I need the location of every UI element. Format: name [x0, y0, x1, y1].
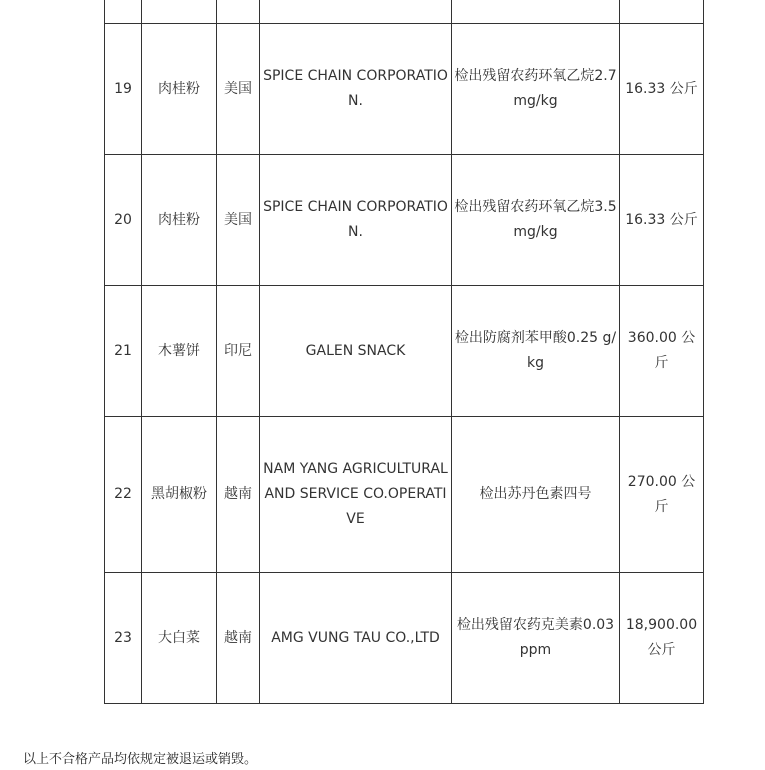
origin-country: 越南 — [217, 417, 260, 573]
product-name: 大白菜 — [142, 573, 217, 704]
weight: 18,900.00 公斤 — [620, 573, 704, 704]
row-number: 20 — [105, 155, 142, 286]
table-row — [105, 417, 704, 573]
product-name: 黑胡椒粉 — [142, 417, 217, 573]
origin-country: 印尼 — [217, 286, 260, 417]
product-name: 肉桂粉 — [142, 24, 217, 155]
row-number: 22 — [105, 417, 142, 573]
rejection-reason: 检出残留农药克美素0.03 ppm — [452, 573, 620, 704]
row-number: 23 — [105, 573, 142, 704]
company-name: SPICE CHAIN CORPORATION. — [260, 155, 452, 286]
rejection-reason: 检出残留农药环氧乙烷2.7 mg/kg — [452, 24, 620, 155]
row-number: 21 — [105, 286, 142, 417]
origin-country: 美国 — [217, 24, 260, 155]
rejection-reason: 检出残留农药环氧乙烷3.5 mg/kg — [452, 155, 620, 286]
origin-country: 美国 — [217, 155, 260, 286]
weight: 270.00 公斤 — [620, 417, 704, 573]
product-name: 木薯饼 — [142, 286, 217, 417]
company-name: NAM YANG AGRICULTURAL AND SERVICE CO.OPERATIVE — [260, 417, 452, 573]
company-name: AMG VUNG TAU CO.,LTD — [260, 573, 452, 704]
table-cell — [260, 0, 452, 24]
table-row — [105, 24, 704, 155]
weight: 360.00 公斤 — [620, 286, 704, 417]
weight: 16.33 公斤 — [620, 155, 704, 286]
rejected-products-table — [104, 0, 704, 704]
company-name: SPICE CHAIN CORPORATION. — [260, 24, 452, 155]
table-row — [105, 286, 704, 417]
company-name: GALEN SNACK — [260, 286, 452, 417]
table-cell — [452, 0, 620, 24]
product-name: 肉桂粉 — [142, 155, 217, 286]
table-cell — [142, 0, 217, 24]
origin-country: 越南 — [217, 573, 260, 704]
rejection-reason: 检出苏丹色素四号 — [452, 417, 620, 573]
weight: 16.33 公斤 — [620, 24, 704, 155]
table-cell — [217, 0, 260, 24]
table-cell — [620, 0, 704, 24]
table-row-partial — [105, 0, 704, 24]
table-row — [105, 155, 704, 286]
rejection-reason: 检出防腐剂苯甲酸0.25 g/kg — [452, 286, 620, 417]
row-number: 19 — [105, 24, 142, 155]
footer-note: 以上不合格产品均依规定被退运或销毁。 — [23, 752, 258, 767]
table-cell — [105, 0, 142, 24]
table-row — [105, 573, 704, 704]
